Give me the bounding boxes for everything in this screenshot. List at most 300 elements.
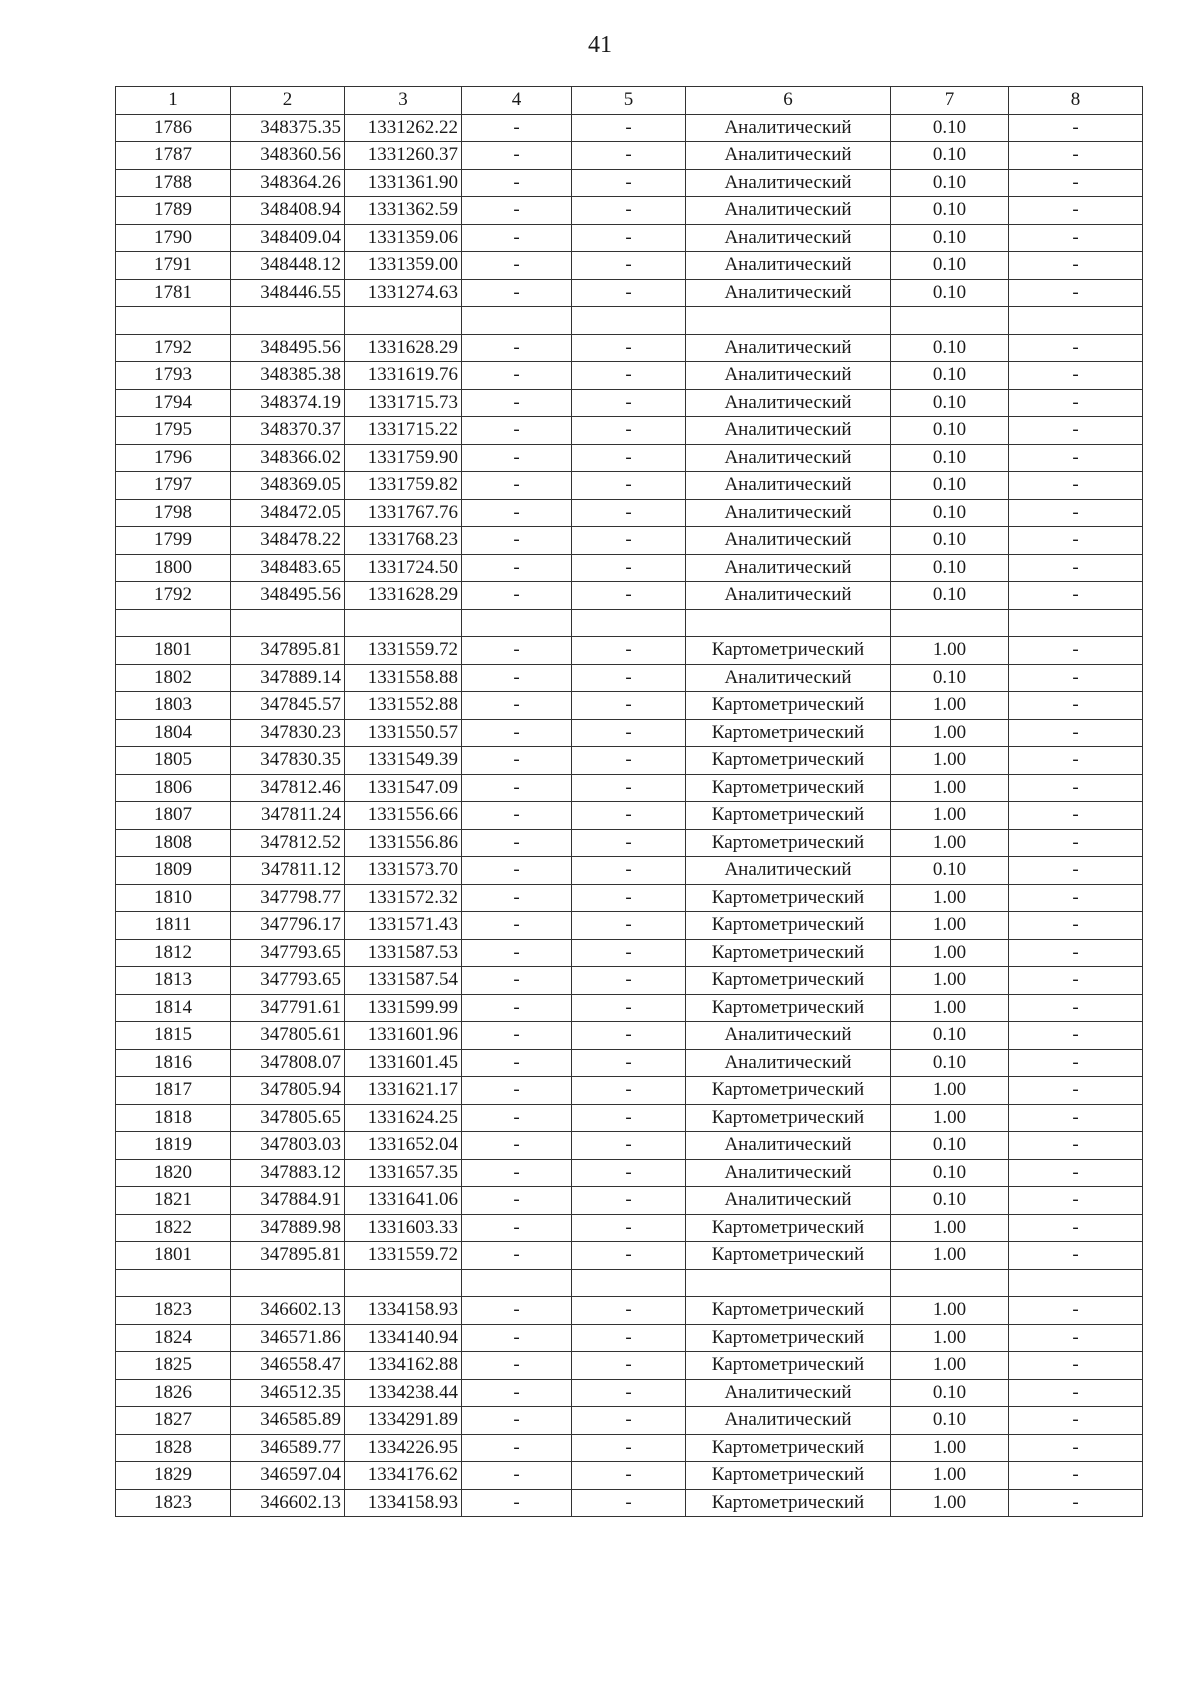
cell-y-coordinate: 1331619.76: [345, 362, 462, 390]
cell-col-4-value: -: [462, 1297, 572, 1325]
cell-col-4-value: -: [462, 719, 572, 747]
cell-col-4-value: -: [462, 1049, 572, 1077]
cell-col-5-value: [572, 307, 686, 335]
cell-y-coordinate: 1331587.53: [345, 939, 462, 967]
cell-method: Картометрический: [686, 802, 891, 830]
cell-col-4-value: -: [462, 252, 572, 280]
cell-col-4-value: -: [462, 142, 572, 170]
cell-y-coordinate: 1331624.25: [345, 1104, 462, 1132]
cell-x-coordinate: 347811.12: [231, 857, 345, 885]
cell-x-coordinate: 347845.57: [231, 692, 345, 720]
cell-y-coordinate: 1331571.43: [345, 912, 462, 940]
table-row: [116, 142, 1143, 170]
table-row: [116, 637, 1143, 665]
cell-col-5-value: -: [572, 1132, 686, 1160]
cell-point-number: 1806: [116, 774, 231, 802]
cell-method: Аналитический: [686, 1159, 891, 1187]
cell-method: Аналитический: [686, 1379, 891, 1407]
cell-accuracy: 1.00: [891, 912, 1009, 940]
table-row: [116, 884, 1143, 912]
cell-accuracy: [891, 609, 1009, 637]
cell-col-8-value: -: [1009, 1434, 1143, 1462]
cell-method: Аналитический: [686, 857, 891, 885]
table-row: [116, 1407, 1143, 1435]
cell-x-coordinate: [231, 307, 345, 335]
cell-col-5-value: -: [572, 417, 686, 445]
cell-y-coordinate: [345, 1269, 462, 1297]
cell-accuracy: 1.00: [891, 637, 1009, 665]
cell-point-number: 1822: [116, 1214, 231, 1242]
cell-y-coordinate: 1331601.45: [345, 1049, 462, 1077]
cell-method: Аналитический: [686, 389, 891, 417]
cell-y-coordinate: 1331601.96: [345, 1022, 462, 1050]
table-row: [116, 967, 1143, 995]
cell-accuracy: 0.10: [891, 857, 1009, 885]
cell-col-8-value: -: [1009, 1077, 1143, 1105]
cell-method: Аналитический: [686, 417, 891, 445]
cell-col-8-value: -: [1009, 719, 1143, 747]
cell-col-4-value: -: [462, 1407, 572, 1435]
cell-col-5-value: -: [572, 142, 686, 170]
cell-method: Аналитический: [686, 472, 891, 500]
cell-accuracy: 0.10: [891, 114, 1009, 142]
cell-col-4-value: -: [462, 1077, 572, 1105]
cell-point-number: 1828: [116, 1434, 231, 1462]
table-row: [116, 1159, 1143, 1187]
cell-x-coordinate: 347830.35: [231, 747, 345, 775]
cell-col-8-value: -: [1009, 224, 1143, 252]
cell-col-8-value: -: [1009, 829, 1143, 857]
cell-col-8-value: -: [1009, 582, 1143, 610]
cell-col-4-value: -: [462, 829, 572, 857]
cell-col-8-value: -: [1009, 362, 1143, 390]
cell-accuracy: 1.00: [891, 774, 1009, 802]
cell-col-5-value: [572, 609, 686, 637]
column-header-6: 6: [686, 87, 891, 115]
cell-y-coordinate: 1331652.04: [345, 1132, 462, 1160]
cell-point-number: 1786: [116, 114, 231, 142]
cell-col-8-value: -: [1009, 169, 1143, 197]
cell-col-8-value: -: [1009, 1379, 1143, 1407]
cell-x-coordinate: 347830.23: [231, 719, 345, 747]
cell-point-number: 1791: [116, 252, 231, 280]
cell-col-5-value: -: [572, 554, 686, 582]
cell-method: Картометрический: [686, 1489, 891, 1517]
table-row: [116, 747, 1143, 775]
table-row: [116, 1379, 1143, 1407]
table-row: [116, 774, 1143, 802]
cell-y-coordinate: 1331724.50: [345, 554, 462, 582]
cell-accuracy: 1.00: [891, 747, 1009, 775]
cell-method: Аналитический: [686, 334, 891, 362]
cell-point-number: 1820: [116, 1159, 231, 1187]
cell-point-number: 1797: [116, 472, 231, 500]
cell-method: Аналитический: [686, 362, 891, 390]
cell-point-number: 1809: [116, 857, 231, 885]
cell-y-coordinate: 1331549.39: [345, 747, 462, 775]
cell-col-8-value: -: [1009, 114, 1143, 142]
cell-x-coordinate: 348385.38: [231, 362, 345, 390]
cell-y-coordinate: 1334158.93: [345, 1297, 462, 1325]
cell-y-coordinate: 1331573.70: [345, 857, 462, 885]
cell-point-number: 1804: [116, 719, 231, 747]
cell-y-coordinate: 1331628.29: [345, 582, 462, 610]
table-row: [116, 719, 1143, 747]
cell-x-coordinate: 348495.56: [231, 334, 345, 362]
cell-method: Картометрический: [686, 994, 891, 1022]
cell-point-number: 1807: [116, 802, 231, 830]
cell-col-4-value: -: [462, 389, 572, 417]
cell-x-coordinate: 348360.56: [231, 142, 345, 170]
cell-method: Аналитический: [686, 142, 891, 170]
column-header-3: 3: [345, 87, 462, 115]
cell-col-4-value: -: [462, 334, 572, 362]
cell-x-coordinate: 348375.35: [231, 114, 345, 142]
cell-point-number: [116, 1269, 231, 1297]
cell-point-number: 1798: [116, 499, 231, 527]
cell-x-coordinate: 347811.24: [231, 802, 345, 830]
cell-col-5-value: -: [572, 1242, 686, 1270]
cell-col-4-value: -: [462, 1022, 572, 1050]
cell-col-5-value: -: [572, 912, 686, 940]
table-row: [116, 994, 1143, 1022]
cell-accuracy: 1.00: [891, 1324, 1009, 1352]
cell-point-number: 1792: [116, 334, 231, 362]
cell-col-5-value: -: [572, 444, 686, 472]
cell-method: Аналитический: [686, 1407, 891, 1435]
table-row: [116, 1132, 1143, 1160]
cell-x-coordinate: 347808.07: [231, 1049, 345, 1077]
cell-col-8-value: -: [1009, 1187, 1143, 1215]
cell-col-8-value: -: [1009, 1324, 1143, 1352]
cell-col-5-value: -: [572, 1379, 686, 1407]
cell-x-coordinate: 347812.52: [231, 829, 345, 857]
cell-col-4-value: -: [462, 774, 572, 802]
cell-col-5-value: -: [572, 1434, 686, 1462]
cell-col-8-value: -: [1009, 747, 1143, 775]
cell-col-8-value: -: [1009, 1407, 1143, 1435]
cell-col-5-value: -: [572, 967, 686, 995]
cell-col-8-value: -: [1009, 389, 1143, 417]
table-row: [116, 527, 1143, 555]
cell-accuracy: 1.00: [891, 939, 1009, 967]
cell-col-8-value: -: [1009, 527, 1143, 555]
cell-point-number: 1793: [116, 362, 231, 390]
cell-col-5-value: -: [572, 774, 686, 802]
cell-col-8-value: -: [1009, 1297, 1143, 1325]
cell-col-8-value: -: [1009, 472, 1143, 500]
cell-x-coordinate: 348408.94: [231, 197, 345, 225]
cell-col-4-value: -: [462, 1324, 572, 1352]
cell-y-coordinate: 1331715.22: [345, 417, 462, 445]
cell-col-4-value: -: [462, 554, 572, 582]
cell-accuracy: 0.10: [891, 664, 1009, 692]
cell-col-5-value: -: [572, 114, 686, 142]
cell-col-4-value: -: [462, 1434, 572, 1462]
cell-col-4-value: -: [462, 1379, 572, 1407]
column-header-8: 8: [1009, 87, 1143, 115]
table-row: [116, 1269, 1143, 1297]
cell-accuracy: 0.10: [891, 417, 1009, 445]
cell-col-4-value: -: [462, 582, 572, 610]
cell-x-coordinate: 348478.22: [231, 527, 345, 555]
cell-method: Картометрический: [686, 939, 891, 967]
cell-x-coordinate: 347796.17: [231, 912, 345, 940]
cell-y-coordinate: 1331559.72: [345, 637, 462, 665]
cell-col-4-value: -: [462, 279, 572, 307]
cell-method: Аналитический: [686, 224, 891, 252]
cell-col-4-value: -: [462, 912, 572, 940]
cell-col-5-value: -: [572, 1049, 686, 1077]
cell-col-4-value: -: [462, 472, 572, 500]
cell-accuracy: 1.00: [891, 1434, 1009, 1462]
cell-x-coordinate: 348364.26: [231, 169, 345, 197]
cell-method: Картометрический: [686, 1077, 891, 1105]
cell-col-8-value: [1009, 1269, 1143, 1297]
cell-col-5-value: -: [572, 252, 686, 280]
cell-point-number: 1827: [116, 1407, 231, 1435]
cell-accuracy: 1.00: [891, 1462, 1009, 1490]
cell-method: Картометрический: [686, 829, 891, 857]
cell-accuracy: 1.00: [891, 1214, 1009, 1242]
cell-accuracy: 1.00: [891, 802, 1009, 830]
cell-x-coordinate: 347805.61: [231, 1022, 345, 1050]
cell-method: Картометрический: [686, 967, 891, 995]
cell-accuracy: [891, 307, 1009, 335]
cell-y-coordinate: 1331768.23: [345, 527, 462, 555]
cell-col-8-value: -: [1009, 1104, 1143, 1132]
cell-point-number: 1816: [116, 1049, 231, 1077]
cell-accuracy: 1.00: [891, 1104, 1009, 1132]
cell-col-4-value: -: [462, 994, 572, 1022]
cell-col-4-value: -: [462, 857, 572, 885]
cell-col-8-value: -: [1009, 279, 1143, 307]
cell-method: Аналитический: [686, 1022, 891, 1050]
cell-col-8-value: -: [1009, 252, 1143, 280]
cell-point-number: 1823: [116, 1297, 231, 1325]
cell-col-4-value: -: [462, 884, 572, 912]
cell-y-coordinate: 1331767.76: [345, 499, 462, 527]
cell-col-5-value: -: [572, 389, 686, 417]
table-row: [116, 389, 1143, 417]
cell-point-number: 1825: [116, 1352, 231, 1380]
cell-accuracy: 1.00: [891, 967, 1009, 995]
cell-accuracy: 0.10: [891, 499, 1009, 527]
cell-accuracy: 0.10: [891, 1407, 1009, 1435]
cell-col-5-value: -: [572, 1214, 686, 1242]
cell-y-coordinate: 1334162.88: [345, 1352, 462, 1380]
table-row: [116, 169, 1143, 197]
table-row: [116, 1077, 1143, 1105]
table-row: [116, 279, 1143, 307]
cell-point-number: 1812: [116, 939, 231, 967]
cell-accuracy: 0.10: [891, 1132, 1009, 1160]
cell-point-number: 1794: [116, 389, 231, 417]
cell-col-8-value: -: [1009, 1462, 1143, 1490]
cell-point-number: 1801: [116, 1242, 231, 1270]
cell-accuracy: 1.00: [891, 829, 1009, 857]
cell-col-5-value: -: [572, 1462, 686, 1490]
cell-x-coordinate: 346602.13: [231, 1489, 345, 1517]
cell-col-8-value: -: [1009, 692, 1143, 720]
cell-method: Аналитический: [686, 279, 891, 307]
cell-col-8-value: -: [1009, 967, 1143, 995]
cell-y-coordinate: 1331621.17: [345, 1077, 462, 1105]
cell-accuracy: 0.10: [891, 334, 1009, 362]
cell-method: Картометрический: [686, 1324, 891, 1352]
cell-col-8-value: -: [1009, 1242, 1143, 1270]
cell-col-8-value: -: [1009, 444, 1143, 472]
coordinates-table: [115, 86, 1143, 1517]
cell-method: Картометрический: [686, 1434, 891, 1462]
cell-x-coordinate: 347895.81: [231, 1242, 345, 1270]
cell-col-5-value: -: [572, 994, 686, 1022]
cell-y-coordinate: 1331603.33: [345, 1214, 462, 1242]
cell-point-number: 1818: [116, 1104, 231, 1132]
cell-x-coordinate: 348495.56: [231, 582, 345, 610]
cell-col-4-value: -: [462, 1352, 572, 1380]
cell-method: Аналитический: [686, 554, 891, 582]
cell-y-coordinate: 1331641.06: [345, 1187, 462, 1215]
cell-accuracy: 1.00: [891, 994, 1009, 1022]
table-row: [116, 609, 1143, 637]
cell-accuracy: 1.00: [891, 719, 1009, 747]
cell-col-4-value: -: [462, 802, 572, 830]
cell-method: Картометрический: [686, 774, 891, 802]
cell-x-coordinate: 347883.12: [231, 1159, 345, 1187]
column-header-1: 1: [116, 87, 231, 115]
table-row: [116, 582, 1143, 610]
cell-point-number: 1802: [116, 664, 231, 692]
cell-x-coordinate: [231, 1269, 345, 1297]
cell-point-number: 1808: [116, 829, 231, 857]
table-row: [116, 939, 1143, 967]
cell-col-5-value: -: [572, 224, 686, 252]
cell-y-coordinate: 1331361.90: [345, 169, 462, 197]
cell-x-coordinate: 346597.04: [231, 1462, 345, 1490]
cell-col-5-value: -: [572, 664, 686, 692]
cell-x-coordinate: 348446.55: [231, 279, 345, 307]
cell-col-8-value: -: [1009, 142, 1143, 170]
cell-method: Аналитический: [686, 664, 891, 692]
cell-col-4-value: -: [462, 939, 572, 967]
cell-accuracy: 0.10: [891, 1049, 1009, 1077]
cell-x-coordinate: 347803.03: [231, 1132, 345, 1160]
cell-x-coordinate: 347798.77: [231, 884, 345, 912]
cell-col-4-value: -: [462, 224, 572, 252]
cell-accuracy: 0.10: [891, 142, 1009, 170]
cell-accuracy: 0.10: [891, 554, 1009, 582]
cell-point-number: 1788: [116, 169, 231, 197]
cell-x-coordinate: 347889.98: [231, 1214, 345, 1242]
cell-col-5-value: -: [572, 197, 686, 225]
cell-col-4-value: [462, 1269, 572, 1297]
cell-point-number: 1789: [116, 197, 231, 225]
cell-col-4-value: -: [462, 1132, 572, 1160]
cell-point-number: 1817: [116, 1077, 231, 1105]
cell-accuracy: 1.00: [891, 1297, 1009, 1325]
table-row: [116, 1297, 1143, 1325]
cell-col-5-value: -: [572, 582, 686, 610]
cell-y-coordinate: 1331759.82: [345, 472, 462, 500]
cell-method: Картометрический: [686, 719, 891, 747]
table-row: [116, 1489, 1143, 1517]
cell-method: Картометрический: [686, 1214, 891, 1242]
cell-accuracy: 0.10: [891, 252, 1009, 280]
table-row: [116, 664, 1143, 692]
cell-y-coordinate: 1331559.72: [345, 1242, 462, 1270]
cell-point-number: 1796: [116, 444, 231, 472]
cell-y-coordinate: 1334291.89: [345, 1407, 462, 1435]
cell-y-coordinate: 1331260.37: [345, 142, 462, 170]
table-row: [116, 1022, 1143, 1050]
cell-method: Картометрический: [686, 884, 891, 912]
cell-x-coordinate: 346512.35: [231, 1379, 345, 1407]
table-row: [116, 224, 1143, 252]
table-row: [116, 252, 1143, 280]
cell-accuracy: 0.10: [891, 472, 1009, 500]
cell-method: Картометрический: [686, 747, 891, 775]
table-row: [116, 1214, 1143, 1242]
cell-method: [686, 1269, 891, 1297]
cell-col-5-value: -: [572, 279, 686, 307]
cell-x-coordinate: 347793.65: [231, 967, 345, 995]
cell-point-number: 1823: [116, 1489, 231, 1517]
cell-col-5-value: -: [572, 857, 686, 885]
cell-col-4-value: -: [462, 1104, 572, 1132]
cell-accuracy: 1.00: [891, 1489, 1009, 1517]
cell-col-4-value: -: [462, 114, 572, 142]
cell-y-coordinate: [345, 609, 462, 637]
cell-col-5-value: -: [572, 719, 686, 747]
cell-col-5-value: -: [572, 1022, 686, 1050]
cell-y-coordinate: 1331572.32: [345, 884, 462, 912]
cell-method: Картометрический: [686, 692, 891, 720]
cell-col-4-value: -: [462, 967, 572, 995]
cell-col-5-value: -: [572, 1489, 686, 1517]
cell-y-coordinate: 1331550.57: [345, 719, 462, 747]
table-row: [116, 1242, 1143, 1270]
cell-col-5-value: -: [572, 1324, 686, 1352]
cell-col-8-value: -: [1009, 1214, 1143, 1242]
cell-x-coordinate: 348448.12: [231, 252, 345, 280]
cell-point-number: 1821: [116, 1187, 231, 1215]
cell-col-8-value: -: [1009, 939, 1143, 967]
cell-accuracy: 0.10: [891, 169, 1009, 197]
cell-y-coordinate: 1331556.66: [345, 802, 462, 830]
cell-col-8-value: -: [1009, 664, 1143, 692]
cell-accuracy: 0.10: [891, 197, 1009, 225]
cell-point-number: 1810: [116, 884, 231, 912]
cell-x-coordinate: 346571.86: [231, 1324, 345, 1352]
cell-col-5-value: -: [572, 884, 686, 912]
cell-col-5-value: -: [572, 362, 686, 390]
cell-method: Картометрический: [686, 1462, 891, 1490]
table-row: [116, 307, 1143, 335]
cell-col-8-value: -: [1009, 802, 1143, 830]
cell-method: Аналитический: [686, 444, 891, 472]
table-body: [116, 87, 1143, 1517]
table-row: [116, 1187, 1143, 1215]
cell-col-5-value: -: [572, 829, 686, 857]
cell-col-4-value: [462, 307, 572, 335]
cell-method: Аналитический: [686, 252, 891, 280]
cell-accuracy: 1.00: [891, 884, 1009, 912]
cell-accuracy: 0.10: [891, 362, 1009, 390]
cell-method: Аналитический: [686, 1132, 891, 1160]
cell-y-coordinate: 1331552.88: [345, 692, 462, 720]
cell-col-4-value: -: [462, 1214, 572, 1242]
